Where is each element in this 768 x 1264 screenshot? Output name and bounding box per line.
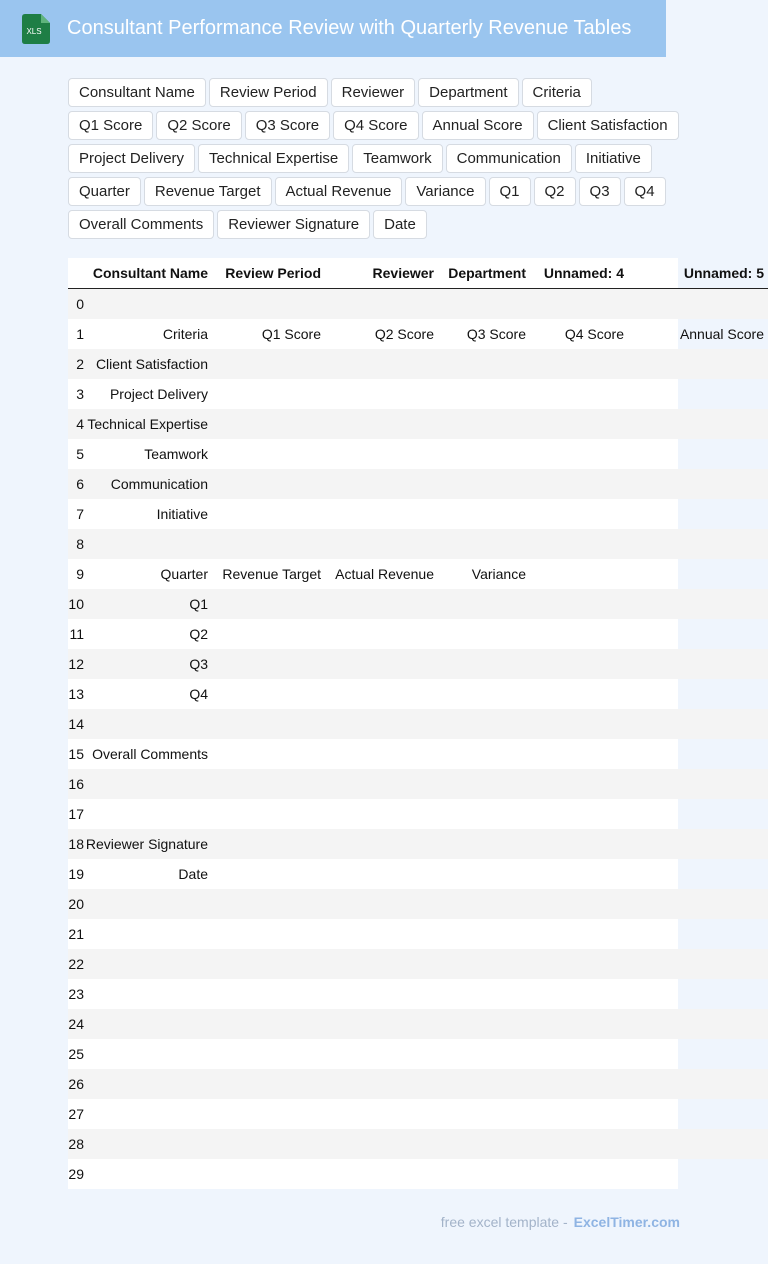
table-cell[interactable]: [325, 409, 438, 439]
table-cell[interactable]: [84, 1069, 212, 1099]
table-cell[interactable]: [438, 799, 530, 829]
table-cell[interactable]: [325, 829, 438, 859]
table-cell[interactable]: [325, 1069, 438, 1099]
table-cell[interactable]: [530, 1009, 628, 1039]
table-cell[interactable]: [628, 409, 768, 439]
table-cell[interactable]: [628, 859, 768, 889]
table-cell[interactable]: [325, 919, 438, 949]
table-cell[interactable]: [212, 769, 325, 799]
row-index: 21: [68, 926, 84, 942]
table-cell[interactable]: [628, 709, 768, 739]
column-chip[interactable]: Communication: [446, 144, 572, 173]
xls-icon-label: XLS: [26, 27, 42, 36]
table-cell[interactable]: [438, 439, 530, 469]
table-cell[interactable]: [212, 799, 325, 829]
table-cell[interactable]: Overall Comments: [92, 746, 208, 762]
table-cell[interactable]: Variance: [471, 566, 526, 582]
table-cell[interactable]: [212, 379, 325, 409]
column-chip[interactable]: Review Period: [209, 78, 328, 107]
table-row: [68, 589, 768, 619]
table-cell[interactable]: [438, 889, 530, 919]
table-cell[interactable]: [212, 889, 325, 919]
table-row: [68, 499, 768, 529]
table-cell[interactable]: [84, 1129, 212, 1159]
row-index: 28: [68, 1129, 84, 1159]
table-cell[interactable]: [438, 1009, 530, 1039]
table-cell[interactable]: [325, 1099, 438, 1129]
table-cell[interactable]: [530, 289, 628, 320]
footer: [441, 1214, 680, 1230]
column-chip[interactable]: Actual Revenue: [275, 177, 403, 206]
column-chip[interactable]: Project Delivery: [68, 144, 195, 173]
table-cell[interactable]: [325, 499, 438, 529]
table-cell[interactable]: [212, 1099, 325, 1129]
table-cell[interactable]: [438, 679, 530, 709]
table-cell[interactable]: [325, 949, 438, 979]
column-chip[interactable]: Reviewer Signature: [217, 210, 370, 239]
table-cell[interactable]: [438, 469, 530, 499]
column-header: Consultant Name: [84, 258, 212, 289]
row-index: 10: [68, 589, 84, 619]
table-cell[interactable]: [628, 619, 768, 649]
table-row: [68, 1099, 768, 1129]
table-row: [68, 709, 768, 739]
table-cell[interactable]: Q1 Score: [261, 326, 321, 342]
table-cell[interactable]: [212, 649, 325, 679]
table-cell[interactable]: [325, 379, 438, 409]
table-cell[interactable]: [628, 589, 768, 619]
table-cell[interactable]: Criteria: [162, 326, 208, 342]
table-cell[interactable]: [530, 1069, 628, 1099]
column-chip[interactable]: Variance: [405, 177, 485, 206]
table-row: [68, 469, 768, 499]
row-index: 1: [76, 326, 84, 342]
table-cell[interactable]: [530, 499, 628, 529]
table-cell[interactable]: Teamwork: [144, 446, 208, 462]
table-cell[interactable]: [530, 349, 628, 379]
row-index: 23: [68, 986, 84, 1002]
table-cell[interactable]: Annual Score: [679, 326, 764, 342]
column-chip[interactable]: Q1: [489, 177, 531, 206]
table-cell[interactable]: [530, 859, 628, 889]
table-cell[interactable]: Technical Expertise: [84, 409, 212, 439]
column-header: Unnamed: 4: [530, 258, 628, 289]
table-cell[interactable]: [325, 589, 438, 619]
table-cell[interactable]: [628, 559, 768, 589]
table-cell[interactable]: [530, 1129, 628, 1159]
table-cell[interactable]: [438, 1129, 530, 1159]
footer-brand-link[interactable]: ExcelTimer.com: [573, 1214, 680, 1230]
table-cell[interactable]: [212, 709, 325, 739]
table-cell[interactable]: [530, 889, 628, 919]
table-row: [68, 1159, 768, 1189]
row-index: 16: [68, 769, 84, 799]
table-cell[interactable]: [628, 1009, 768, 1039]
table-cell[interactable]: [628, 1099, 768, 1129]
table-cell[interactable]: [212, 1129, 325, 1159]
index-header: [68, 258, 84, 289]
row-index: 29: [68, 1166, 84, 1182]
table-cell[interactable]: [530, 829, 628, 859]
table-cell[interactable]: [530, 799, 628, 829]
column-header: Unnamed: 5: [628, 258, 768, 289]
table-cell[interactable]: [628, 919, 768, 949]
table-cell[interactable]: Reviewer Signature: [84, 829, 212, 859]
column-chip[interactable]: Quarter: [68, 177, 141, 206]
table-cell[interactable]: [325, 439, 438, 469]
row-index: 9: [76, 566, 84, 582]
table-cell[interactable]: [325, 1039, 438, 1069]
table-cell[interactable]: [212, 1159, 325, 1189]
table-cell[interactable]: [438, 739, 530, 769]
table-cell[interactable]: [438, 499, 530, 529]
table-cell[interactable]: [325, 649, 438, 679]
row-index: 24: [68, 1009, 84, 1039]
table-cell[interactable]: [530, 409, 628, 439]
row-index: 7: [76, 506, 84, 522]
table-cell[interactable]: [84, 1099, 212, 1129]
table-row: [68, 289, 768, 320]
table-cell[interactable]: [530, 589, 628, 619]
table-cell[interactable]: [212, 1009, 325, 1039]
table-cell[interactable]: [628, 439, 768, 469]
table-cell[interactable]: [438, 949, 530, 979]
table-row: [68, 889, 768, 919]
table-row: [68, 1129, 768, 1159]
table-cell[interactable]: [628, 349, 768, 379]
table-cell[interactable]: [628, 739, 768, 769]
column-chip[interactable]: Q4: [624, 177, 666, 206]
row-index: 5: [76, 446, 84, 462]
table-cell[interactable]: [438, 1069, 530, 1099]
table-cell[interactable]: [530, 979, 628, 1009]
table-cell[interactable]: [325, 979, 438, 1009]
table-cell[interactable]: [212, 949, 325, 979]
row-index: 0: [68, 289, 84, 320]
table-cell[interactable]: [325, 1129, 438, 1159]
table-cell[interactable]: [212, 739, 325, 769]
table-row: [68, 409, 768, 439]
table-cell[interactable]: [212, 679, 325, 709]
table-cell[interactable]: [530, 619, 628, 649]
row-index: 19: [68, 866, 84, 882]
table-cell[interactable]: [438, 919, 530, 949]
column-chip[interactable]: Department: [418, 78, 518, 107]
table-cell[interactable]: [325, 709, 438, 739]
table-cell[interactable]: [84, 919, 212, 949]
table-cell[interactable]: [628, 949, 768, 979]
column-chip-list: [68, 78, 680, 239]
table-row: [68, 529, 768, 559]
column-header: Department: [438, 258, 530, 289]
table-row: [68, 349, 768, 379]
table-cell[interactable]: [325, 739, 438, 769]
table-cell[interactable]: [212, 1069, 325, 1099]
table-cell[interactable]: [438, 979, 530, 1009]
table-cell[interactable]: [325, 769, 438, 799]
table-cell[interactable]: [325, 889, 438, 919]
column-chip[interactable]: Annual Score: [422, 111, 534, 140]
row-index: 17: [68, 806, 84, 822]
table-cell[interactable]: [212, 409, 325, 439]
column-chip[interactable]: Reviewer: [331, 78, 416, 107]
column-chip[interactable]: Technical Expertise: [198, 144, 349, 173]
row-index: 14: [68, 709, 84, 739]
table-row: [68, 439, 768, 469]
table-cell[interactable]: Quarter: [160, 566, 208, 582]
table-cell[interactable]: [530, 439, 628, 469]
table-cell[interactable]: [438, 529, 530, 559]
table-cell[interactable]: [530, 709, 628, 739]
xls-file-icon: [21, 14, 50, 44]
table-cell[interactable]: [628, 769, 768, 799]
table-cell[interactable]: [530, 919, 628, 949]
table-cell[interactable]: [628, 289, 768, 320]
table-cell[interactable]: [325, 859, 438, 889]
table-cell[interactable]: [628, 649, 768, 679]
table-cell[interactable]: Q3: [84, 649, 212, 679]
row-index: 18: [68, 829, 84, 859]
table-cell[interactable]: [325, 289, 438, 320]
table-cell[interactable]: [530, 469, 628, 499]
table-cell[interactable]: [628, 1069, 768, 1099]
table-cell[interactable]: [438, 589, 530, 619]
row-index: 3: [76, 386, 84, 402]
table-cell[interactable]: Revenue Target: [222, 566, 321, 582]
table-row: [68, 979, 768, 1009]
table-cell[interactable]: Communication: [84, 469, 212, 499]
table-cell[interactable]: [438, 859, 530, 889]
table-cell[interactable]: [84, 769, 212, 799]
table-row: [68, 919, 768, 949]
column-chip[interactable]: Client Satisfaction: [537, 111, 679, 140]
table-cell[interactable]: [84, 949, 212, 979]
table-cell[interactable]: [212, 859, 325, 889]
page-title: Consultant Performance Review with Quarterly Revenue Tables: [67, 17, 632, 39]
table-cell[interactable]: [438, 649, 530, 679]
table-cell[interactable]: Q2: [189, 626, 208, 642]
column-chip[interactable]: Q2: [534, 177, 576, 206]
row-index: 6: [68, 469, 84, 499]
table-cell[interactable]: [212, 469, 325, 499]
table-row: [68, 379, 768, 409]
table-cell[interactable]: [628, 889, 768, 919]
table-row: [68, 829, 768, 859]
footer-text: free excel template -: [440, 1214, 568, 1230]
row-index: 8: [68, 529, 84, 559]
table-cell[interactable]: [212, 529, 325, 559]
table-cell[interactable]: [530, 379, 628, 409]
table-row: [68, 619, 768, 649]
table-cell[interactable]: Q3 Score: [466, 326, 526, 342]
row-index: 26: [68, 1069, 84, 1099]
table-cell[interactable]: [530, 1159, 628, 1189]
table-row: [68, 1039, 768, 1069]
table-cell[interactable]: [84, 799, 212, 829]
table-cell[interactable]: [438, 769, 530, 799]
title-bar: [0, 0, 666, 57]
table-cell[interactable]: [84, 979, 212, 1009]
table-cell[interactable]: [438, 349, 530, 379]
table-cell[interactable]: [628, 799, 768, 829]
table-cell[interactable]: [628, 679, 768, 709]
table-cell[interactable]: [530, 769, 628, 799]
column-chip[interactable]: Consultant Name: [68, 78, 206, 107]
column-chip[interactable]: Revenue Target: [144, 177, 272, 206]
table-cell[interactable]: Q2 Score: [374, 326, 434, 342]
table-cell[interactable]: Q4 Score: [564, 326, 624, 342]
table-cell[interactable]: [438, 1039, 530, 1069]
table-cell[interactable]: [212, 919, 325, 949]
table-cell[interactable]: [530, 949, 628, 979]
table-cell[interactable]: [212, 1039, 325, 1069]
table-cell[interactable]: [438, 829, 530, 859]
table-cell[interactable]: [84, 889, 212, 919]
column-chip[interactable]: Q3: [579, 177, 621, 206]
table-cell[interactable]: [530, 529, 628, 559]
row-index: 11: [69, 626, 84, 642]
column-header: Reviewer: [325, 258, 438, 289]
table-cell[interactable]: [530, 739, 628, 769]
table-cell[interactable]: [530, 679, 628, 709]
row-index: 25: [68, 1046, 84, 1062]
table-cell[interactable]: [530, 559, 628, 589]
table-cell[interactable]: [438, 289, 530, 320]
table-cell[interactable]: [438, 709, 530, 739]
table-row: [68, 559, 768, 589]
column-chip[interactable]: Q4 Score: [333, 111, 418, 140]
row-index: 12: [68, 649, 84, 679]
table-cell[interactable]: [628, 1039, 768, 1069]
row-index: 22: [68, 949, 84, 979]
table-cell[interactable]: [628, 829, 768, 859]
column-header: Review Period: [212, 258, 325, 289]
row-index: 20: [68, 889, 84, 919]
table-cell[interactable]: [212, 349, 325, 379]
table-row: [68, 1069, 768, 1099]
table-row: [68, 649, 768, 679]
column-chip[interactable]: Initiative: [575, 144, 652, 173]
table-cell[interactable]: [628, 379, 768, 409]
table-cell[interactable]: [628, 469, 768, 499]
table-cell[interactable]: [325, 529, 438, 559]
row-index: 15: [68, 746, 84, 762]
column-chip[interactable]: Criteria: [522, 78, 592, 107]
table-row: [68, 769, 768, 799]
table-cell[interactable]: [438, 409, 530, 439]
column-chip[interactable]: Q3 Score: [245, 111, 330, 140]
column-chip[interactable]: Teamwork: [352, 144, 442, 173]
table-row: [68, 949, 768, 979]
table-cell[interactable]: [212, 979, 325, 1009]
table-cell[interactable]: Date: [178, 866, 208, 882]
row-index: 4: [68, 409, 84, 439]
column-chip[interactable]: Q1 Score: [68, 111, 153, 140]
table-cell[interactable]: [325, 619, 438, 649]
table-cell[interactable]: [438, 619, 530, 649]
table-cell[interactable]: [325, 469, 438, 499]
table-cell[interactable]: [212, 589, 325, 619]
table-header-row: [68, 258, 768, 289]
column-chip[interactable]: Overall Comments: [68, 210, 214, 239]
table-cell[interactable]: [438, 1159, 530, 1189]
table-row: [68, 679, 768, 709]
table-cell[interactable]: [530, 1099, 628, 1129]
table-cell[interactable]: [628, 529, 768, 559]
table-cell[interactable]: Q1: [84, 589, 212, 619]
table-cell[interactable]: Initiative: [156, 506, 208, 522]
table-cell[interactable]: [438, 1099, 530, 1129]
table-cell[interactable]: [438, 379, 530, 409]
table-cell[interactable]: [84, 1039, 212, 1069]
table-cell[interactable]: [325, 679, 438, 709]
table-cell[interactable]: [84, 1009, 212, 1039]
table-cell[interactable]: [212, 619, 325, 649]
table-cell[interactable]: Project Delivery: [109, 386, 208, 402]
table-cell[interactable]: [325, 799, 438, 829]
table-row: [68, 1009, 768, 1039]
table-cell[interactable]: [325, 1009, 438, 1039]
spreadsheet-preview: [68, 258, 764, 1189]
table-cell[interactable]: [628, 1129, 768, 1159]
table-cell[interactable]: [628, 499, 768, 529]
table-row: [68, 319, 768, 349]
table-cell[interactable]: Q4: [189, 686, 208, 702]
column-chip[interactable]: Q2 Score: [156, 111, 241, 140]
table-cell[interactable]: [84, 289, 212, 320]
table-cell[interactable]: [84, 529, 212, 559]
row-index: 2: [68, 349, 84, 379]
table-cell[interactable]: Client Satisfaction: [84, 349, 212, 379]
table-cell[interactable]: [212, 829, 325, 859]
table-row: [68, 859, 768, 889]
table-cell[interactable]: [325, 1159, 438, 1189]
table-cell[interactable]: Actual Revenue: [335, 566, 434, 582]
table-row: [68, 739, 768, 769]
table-cell[interactable]: [84, 709, 212, 739]
table-cell[interactable]: [212, 289, 325, 320]
table-cell[interactable]: [325, 349, 438, 379]
table-cell[interactable]: [84, 1159, 212, 1189]
table-row: [68, 799, 768, 829]
column-chip[interactable]: Date: [373, 210, 427, 239]
table-cell[interactable]: [212, 499, 325, 529]
row-index: 27: [68, 1106, 84, 1122]
table-cell[interactable]: [628, 979, 768, 1009]
table-cell[interactable]: [530, 1039, 628, 1069]
row-index: 13: [68, 686, 84, 702]
table-cell[interactable]: [212, 439, 325, 469]
table-cell[interactable]: [628, 1159, 768, 1189]
table-cell[interactable]: [530, 649, 628, 679]
